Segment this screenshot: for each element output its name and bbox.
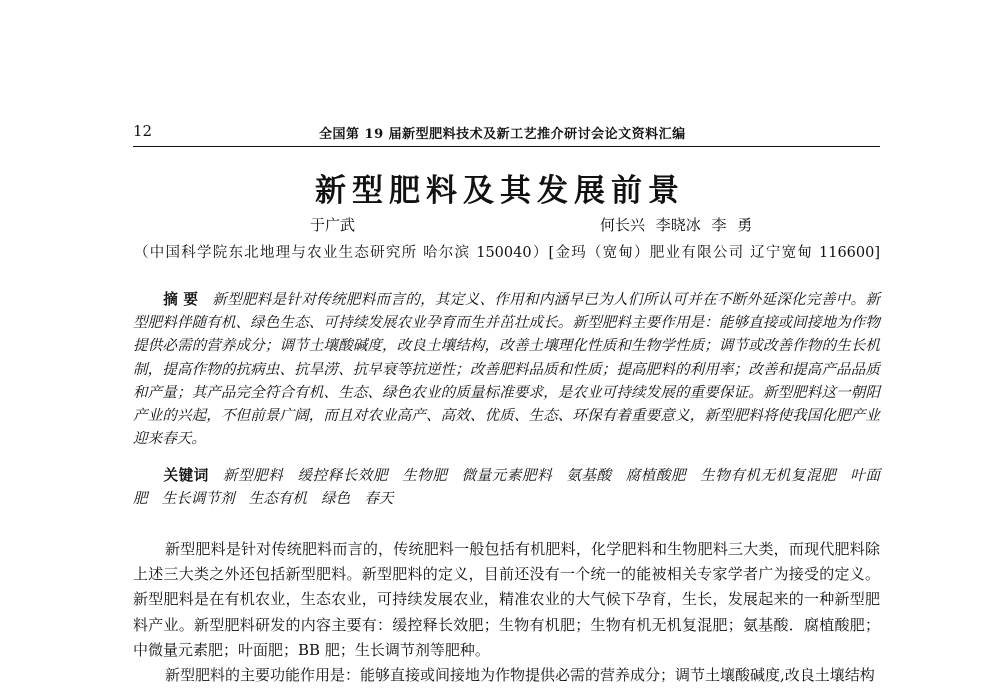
- running-header: [133, 120, 880, 147]
- abstract: [133, 288, 880, 450]
- keywords: [133, 464, 880, 510]
- keyword: 新型肥料: [222, 467, 284, 484]
- keyword: 叶面肥: [133, 467, 880, 508]
- keyword: 绿色: [320, 490, 351, 508]
- keyword: 生物有机无机复混肥: [700, 467, 837, 484]
- keyword: 生长调节剂: [161, 490, 235, 508]
- author-group-a: 于广武: [310, 216, 356, 234]
- keyword: 氨基酸: [566, 467, 612, 484]
- keyword: 微量元素肥料: [461, 467, 553, 484]
- keyword: 腐植酸肥: [625, 467, 687, 484]
- body-paragraph: 新型肥料是针对传统肥料而言的，传统肥料一般包括有机肥料，化学肥料和生物肥料三大类，而现代肥料除上述三大类之外还包括新型肥料。新型肥料的定义，目前还没有一个统一的能被相关专家学者广为接受的定义。新型肥料是在有机农业，生态农业，可持续发展农业，精准农业的大气候下孕育，生长，发展起来的一种新型肥料产业。新型肥料研发的内容主要有：缓控释长效肥；生物有机肥；生物有机无机复混肥；氨基酸．腐植酸肥；中微量元素肥；叶面肥；BB 肥；生长调节剂等肥种。: [133, 540, 880, 659]
- page-number: 12: [133, 122, 153, 140]
- author-group-b: 何长兴 李晓冰 李 勇: [600, 216, 753, 234]
- abstract-label: 摘 要: [163, 291, 199, 308]
- abstract-text: 新型肥料是针对传统肥料而言的，其定义、作用和内涵早已为人们所认可并在不断外延深化完善中。新型肥料伴随有机、绿色生态、可持续发展农业孕育而生并茁壮成长。新型肥料主要作用是：能够直接或间接地为作物提供必需的营养成分；调节土壤酸碱度，改良土壤结构，改善土壤理化性质和生物学性质；调节或改善作物的生长机制，提高作物的抗病虫、抗旱涝、抗早衰等抗逆性；改善肥料品质和性质；提高肥料的利用率；改善和提高产品品质和产量；其产品完全符合有机、生态、绿色农业的质量标准要求，是农业可持续发展的重要保证。新型肥料这一朝阳产业的兴起，不但前景广阔，而且对农业高产、高效、优质、生态、环保有着重要意义，新型肥料将使我国化肥产业迎来春天。: [133, 291, 880, 448]
- body-text: [133, 537, 880, 688]
- running-head-title: 全国第 19 届新型肥料技术及新工艺推介研讨会论文资料汇编: [319, 127, 686, 142]
- body-paragraph: 新型肥料的主要功能作用是：能够直接或间接地为作物提供必需的营养成分；调节土壤酸碱度,改良土壤结构: [165, 666, 875, 685]
- keyword: 生物肥: [402, 467, 448, 484]
- keyword: 春天: [364, 490, 394, 508]
- keyword: 生态有机: [248, 490, 307, 508]
- keywords-label: 关键词: [163, 467, 209, 484]
- affiliation: （中国科学院东北地理与农业生态研究所 哈尔滨 150040）[金玛（宽甸）肥业有限公司 辽宁宽甸 116600]: [134, 245, 880, 261]
- paper-title: 新型肥料及其发展前景: [315, 173, 685, 209]
- keyword: 缓控释长效肥: [297, 467, 389, 484]
